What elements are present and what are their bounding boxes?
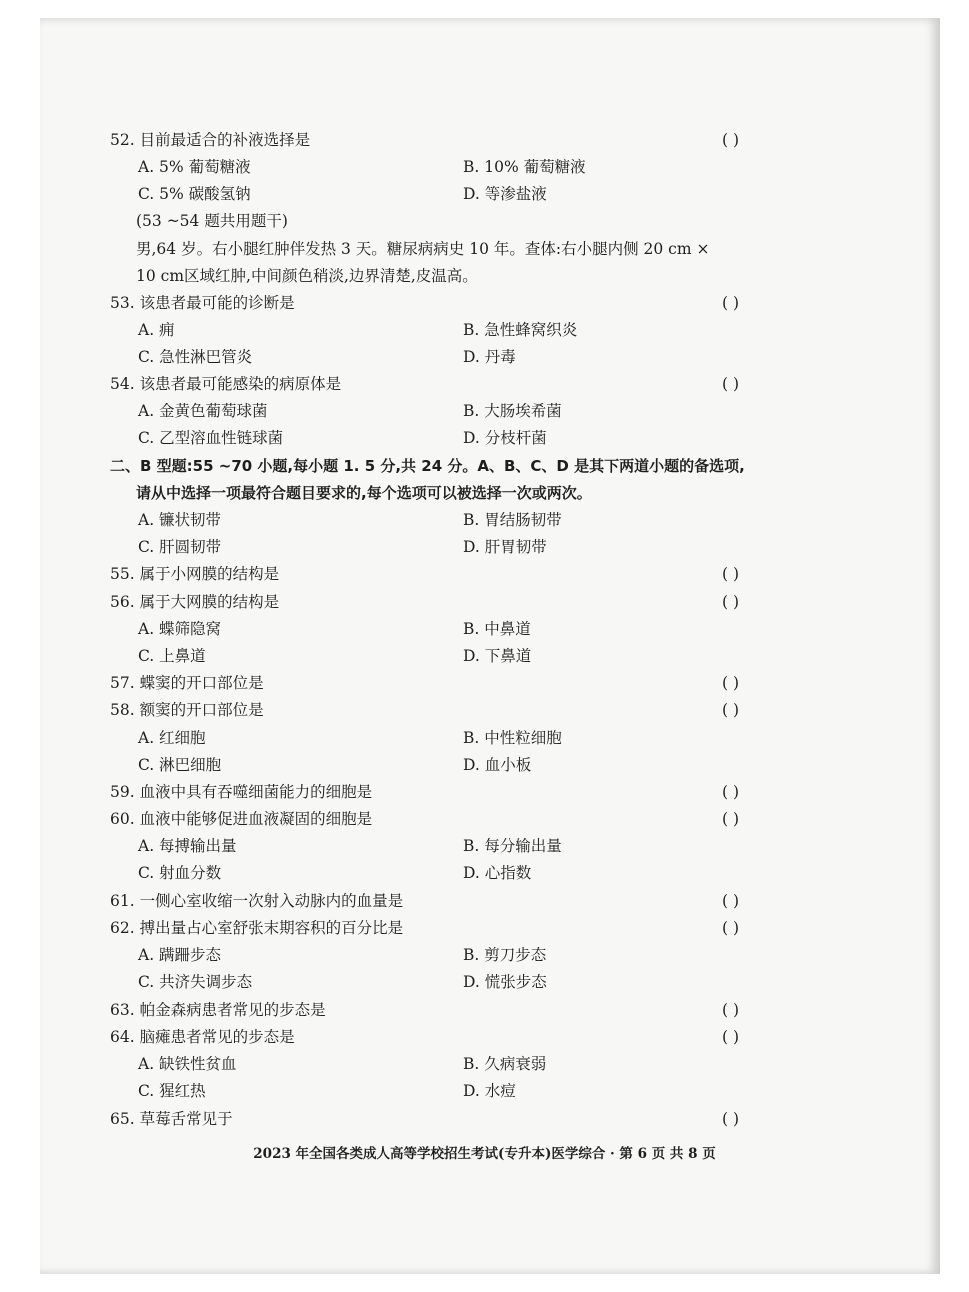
option-b: B. 剪刀步态	[463, 946, 547, 964]
option-b: B. 中性粒细胞	[463, 729, 562, 747]
answer-blank: ( )	[722, 783, 740, 801]
option-b: B. 急性蜂窝织炎	[463, 321, 578, 339]
options-row	[138, 969, 808, 996]
question-stem: 59. 血液中具有吞噬细菌能力的细胞是	[110, 783, 373, 801]
options-row	[138, 1051, 808, 1078]
answer-blank: ( )	[722, 565, 740, 583]
option-a: A. 金黄色葡萄球菌	[138, 402, 268, 420]
option-b: B. 久病衰弱	[463, 1055, 547, 1073]
question-stem: 55. 属于小网膜的结构是	[110, 565, 280, 583]
options-row	[138, 725, 808, 752]
options-row	[138, 643, 808, 670]
options-row	[138, 507, 808, 534]
question-stem: 65. 草莓舌常见于	[110, 1110, 233, 1128]
option-d: D. 下鼻道	[463, 647, 532, 665]
answer-blank: ( )	[722, 701, 740, 719]
option-d: D. 水痘	[463, 1082, 516, 1100]
option-b: B. 中鼻道	[463, 620, 531, 638]
option-a: A. 红细胞	[138, 729, 206, 747]
options-row	[138, 181, 808, 208]
options-row	[138, 942, 808, 969]
question-54	[110, 371, 780, 398]
case-description	[136, 236, 806, 263]
option-a: A. 每搏输出量	[138, 837, 237, 855]
section-heading	[110, 453, 790, 480]
question-64	[110, 1024, 780, 1051]
options-row	[138, 344, 808, 371]
section-heading-line-1: 二、B 型题:55 ~70 小题,每小题 1. 5 分,共 24 分。A、B、C、D 是其下两道小题的备选项,	[110, 457, 745, 475]
option-c: C. 肝圆韧带	[138, 538, 222, 556]
case-description	[136, 263, 806, 290]
option-b: B. 大肠埃希菌	[463, 402, 562, 420]
options-row	[138, 833, 808, 860]
question-stem: 56. 属于大网膜的结构是	[110, 593, 280, 611]
question-59	[110, 779, 780, 806]
option-c: C. 共济失调步态	[138, 973, 253, 991]
case-line-2: 10 cm区域红肿,中间颜色稍淡,边界清楚,皮温高。	[136, 267, 478, 285]
question-63	[110, 997, 780, 1024]
option-c: C. 5% 碳酸氢钠	[138, 185, 251, 203]
option-a: A. 蹒跚步态	[138, 946, 222, 964]
question-55	[110, 561, 780, 588]
answer-blank: ( )	[722, 810, 740, 828]
options-row	[138, 154, 808, 181]
answer-blank: ( )	[722, 131, 740, 149]
options-row	[138, 398, 808, 425]
option-d: D. 分枝杆菌	[463, 429, 547, 447]
option-b: B. 每分输出量	[463, 837, 562, 855]
option-c: C. 急性淋巴管炎	[138, 348, 253, 366]
option-c: C. 淋巴细胞	[138, 756, 222, 774]
question-stem: 64. 脑瘫患者常见的步态是	[110, 1028, 295, 1046]
options-row	[138, 534, 808, 561]
question-58	[110, 697, 780, 724]
section-heading-line-2: 请从中选择一项最符合题目要求的,每个选项可以被选择一次或两次。	[136, 484, 592, 502]
answer-blank: ( )	[722, 375, 740, 393]
answer-blank: ( )	[722, 919, 740, 937]
answer-blank: ( )	[722, 674, 740, 692]
options-row	[138, 752, 808, 779]
answer-blank: ( )	[722, 593, 740, 611]
options-row	[138, 860, 808, 887]
question-52	[110, 127, 780, 154]
question-stem: 54. 该患者最可能感染的病原体是	[110, 375, 342, 393]
case-line-1: 男,64 岁。右小腿红肿伴发热 3 天。糖尿病病史 10 年。查体:右小腿内侧 20 cm ×	[136, 240, 710, 258]
shared-stem-label: (53 ~54 题共用题干)	[136, 212, 288, 230]
option-d: D. 丹毒	[463, 348, 516, 366]
question-57	[110, 670, 780, 697]
option-c: C. 上鼻道	[138, 647, 206, 665]
options-row	[138, 616, 808, 643]
question-stem: 60. 血液中能够促进血液凝固的细胞是	[110, 810, 373, 828]
option-d: D. 血小板	[463, 756, 532, 774]
answer-blank: ( )	[722, 1110, 740, 1128]
answer-blank: ( )	[722, 1028, 740, 1046]
option-a: A. 缺铁性贫血	[138, 1055, 237, 1073]
question-61	[110, 888, 780, 915]
options-row	[138, 425, 808, 452]
option-d: D. 肝胃韧带	[463, 538, 547, 556]
option-a: A. 5% 葡萄糖液	[138, 158, 251, 176]
question-53	[110, 290, 780, 317]
options-row	[138, 1078, 808, 1105]
answer-blank: ( )	[722, 294, 740, 312]
question-stem: 62. 搏出量占心室舒张末期容积的百分比是	[110, 919, 404, 937]
question-stem: 58. 额窦的开口部位是	[110, 701, 264, 719]
question-62	[110, 915, 780, 942]
section-heading	[136, 480, 806, 507]
page-footer: 2023 年全国各类成人高等学校招生考试(专升本)医学综合 · 第 6 页 共 8 页	[253, 1146, 716, 1162]
option-c: C. 射血分数	[138, 864, 222, 882]
question-stem: 53. 该患者最可能的诊断是	[110, 294, 295, 312]
question-56	[110, 589, 780, 616]
question-60	[110, 806, 780, 833]
option-d: D. 慌张步态	[463, 973, 547, 991]
question-stem: 61. 一侧心室收缩一次射入动脉内的血量是	[110, 892, 404, 910]
option-b: B. 10% 葡萄糖液	[463, 158, 586, 176]
question-stem: 63. 帕金森病患者常见的步态是	[110, 1001, 326, 1019]
shared-stem-note	[136, 208, 806, 235]
option-c: C. 猩红热	[138, 1082, 206, 1100]
question-stem: 52. 目前最适合的补液选择是	[110, 131, 311, 149]
option-a: A. 痈	[138, 321, 175, 339]
options-row	[138, 317, 808, 344]
option-d: D. 心指数	[463, 864, 532, 882]
option-a: A. 蝶筛隐窝	[138, 620, 222, 638]
option-c: C. 乙型溶血性链球菌	[138, 429, 284, 447]
option-b: B. 胃结肠韧带	[463, 511, 562, 529]
answer-blank: ( )	[722, 892, 740, 910]
question-65	[110, 1106, 780, 1133]
question-stem: 57. 蝶窦的开口部位是	[110, 674, 264, 692]
option-a: A. 镰状韧带	[138, 511, 222, 529]
option-d: D. 等渗盐液	[463, 185, 547, 203]
answer-blank: ( )	[722, 1001, 740, 1019]
